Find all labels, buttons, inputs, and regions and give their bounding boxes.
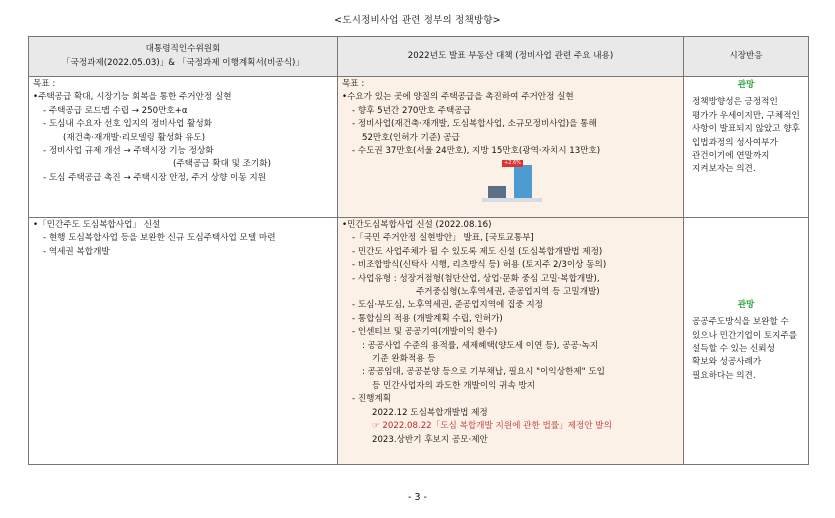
row1-left-line: (재건축·재개발·리모델링 활성화 유도): [63, 132, 206, 143]
supply-chart-image: [482, 160, 552, 202]
row2-left-line: - 역세권 복합개발: [43, 246, 110, 257]
row1-market-cell: [684, 77, 809, 218]
row2-left-line: •「민간주도 도심복합사업」 신설: [33, 220, 161, 230]
row1-mid-cell: [338, 77, 684, 218]
chart-bar-small: [488, 186, 506, 198]
header-col-transition-committee: [29, 37, 338, 77]
table-row: [29, 218, 809, 465]
row1-left-line: - 도심 주택공급 촉진 → 주택시장 안정, 주거 상향 이동 지원: [43, 172, 266, 183]
chart-bar-large: [514, 165, 532, 198]
row2-mid-line: 등 민간사업자의 과도한 개발이익 귀속 방지: [372, 380, 536, 391]
row2-mid-cell: [338, 218, 684, 465]
row1-mid-line: •수요가 있는 곳에 양질의 주택공급을 촉진하여 주거안정 실현: [342, 92, 574, 103]
chart-tag: +2.6%: [504, 160, 521, 167]
market-view-label: 관망: [737, 299, 755, 310]
header-col-policy: 2022년도 발표 부동산 대책 (정비사업 관련 주요 내용): [338, 37, 684, 77]
row2-mid-line: 기준 완화적용 등: [372, 354, 436, 365]
market-view-text: 정책방향성은 긍정적인 평가가 우세이지만, 구체적인 사항이 발표되지 않았고 향후 입법과정의 성사여부가 관건이기에 연말까지 지켜보자는 의견.: [692, 97, 800, 175]
row2-mid-line: - 민간도 사업주체가 될 수 있도록 제도 신설 (도심복합개발법 제정): [352, 246, 603, 257]
header-col1-line2: 「국정과제(2022.05.03)」& 「국정과제 이행계획서(비공식)」: [62, 57, 304, 68]
row2-left-line: - 현행 도심복합사업 등을 보완한 신규 도심주택사업 모델 마련: [43, 233, 276, 244]
row2-mid-line: : 공공임대, 공공분양 등으로 기부채납, 필요시 "이익상한제" 도입: [362, 367, 605, 378]
row1-mid-line: 목표 :: [342, 79, 365, 89]
row2-mid-line: 2022.12 도심복합개발법 제정: [372, 407, 488, 418]
row2-mid-line: -「국민 주거안정 실현방안」 발표, [국토교통부]: [352, 233, 534, 244]
row1-mid-line: 52만호(인허가 기준) 공급: [362, 132, 460, 143]
row1-left-line: •주택공급 확대, 시장기능 회복을 통한 주거안정 실현: [33, 92, 232, 103]
policy-table: [28, 36, 809, 465]
market-view-label: 관망: [737, 80, 755, 90]
market-view-text: 공공주도방식을 보완할 수 있으나 민간기업이 토지주를 설득할 수 있는 신뢰성 확보와 성공사례가 필요하다는 의견.: [692, 317, 798, 381]
row2-mid-line: 2023.상반기 후보지 공모·제안: [372, 434, 488, 445]
row1-left-cell: [29, 77, 338, 218]
row2-mid-line: - 통합심의 적용 (개발계획 수립, 인허가): [352, 313, 503, 324]
row1-left-line: - 주택공급 로드맵 수립 → 250만호+α: [43, 105, 188, 116]
page-number: - 3 -: [408, 492, 427, 503]
row1-left-line: 목표 :: [33, 79, 56, 89]
row2-mid-line: - 비조합방식(신탁사 시행, 리츠방식 등) 허용 (토지주 2/3이상 동의): [352, 260, 607, 271]
row2-mid-line: •민간도심복합사업 신설 (2022.08.16): [342, 220, 492, 230]
row1-mid-line: - 수도권 37만호(서울 24만호), 지방 15만호(광역·자치시 13만호): [352, 146, 601, 157]
row2-mid-line: 주거중심형(노후역세권, 준공업지역 등 고밀개발): [416, 287, 600, 298]
row2-mid-line-highlight: ☞ 2022.08.22「도심 복합개발 지원에 관한 법률」제정안 발의: [372, 421, 612, 432]
row1-left-line: - 정비사업 규제 개선 → 주택시장 기능 정상화: [43, 146, 214, 157]
row1-mid-line: - 향후 5년간 270만호 주택공급: [352, 105, 471, 116]
row2-market-cell: [684, 218, 809, 465]
row1-left-line: - 도심내 수요자 선호 입지의 정비사업 활성화: [43, 119, 212, 130]
table-header-row: [29, 37, 809, 77]
row1-mid-line: - 정비사업(재건축·재개발, 도심복합사업, 소규모정비사업)을 통해: [352, 119, 597, 130]
row2-mid-line: - 사업유형 : 성장거점형(첨단산업, 상업·문화 중심 고밀·복합개발),: [352, 273, 600, 284]
row2-mid-line: - 인센티브 및 공공기여(개발이익 환수): [352, 327, 498, 338]
header-col1-line1: 대통령직인수위원회: [145, 44, 221, 54]
row1-left-line: (주택공급 확대 및 조기화): [173, 159, 271, 170]
header-col-market: 시장반응: [684, 37, 809, 77]
chart-base: [482, 198, 542, 202]
table-row: [29, 77, 809, 218]
row2-left-cell: [29, 218, 338, 465]
page-title: <도시정비사업 관련 정부의 정책방향>: [334, 15, 501, 26]
row2-mid-line: - 도심·부도심, 노후역세권, 준공업지역에 집중 지정: [352, 300, 543, 311]
row2-mid-line: : 공공사업 수준의 용적률, 세제혜택(양도세 이연 등), 공공·녹지: [362, 340, 599, 351]
row2-mid-line: - 진행계획: [352, 394, 392, 405]
